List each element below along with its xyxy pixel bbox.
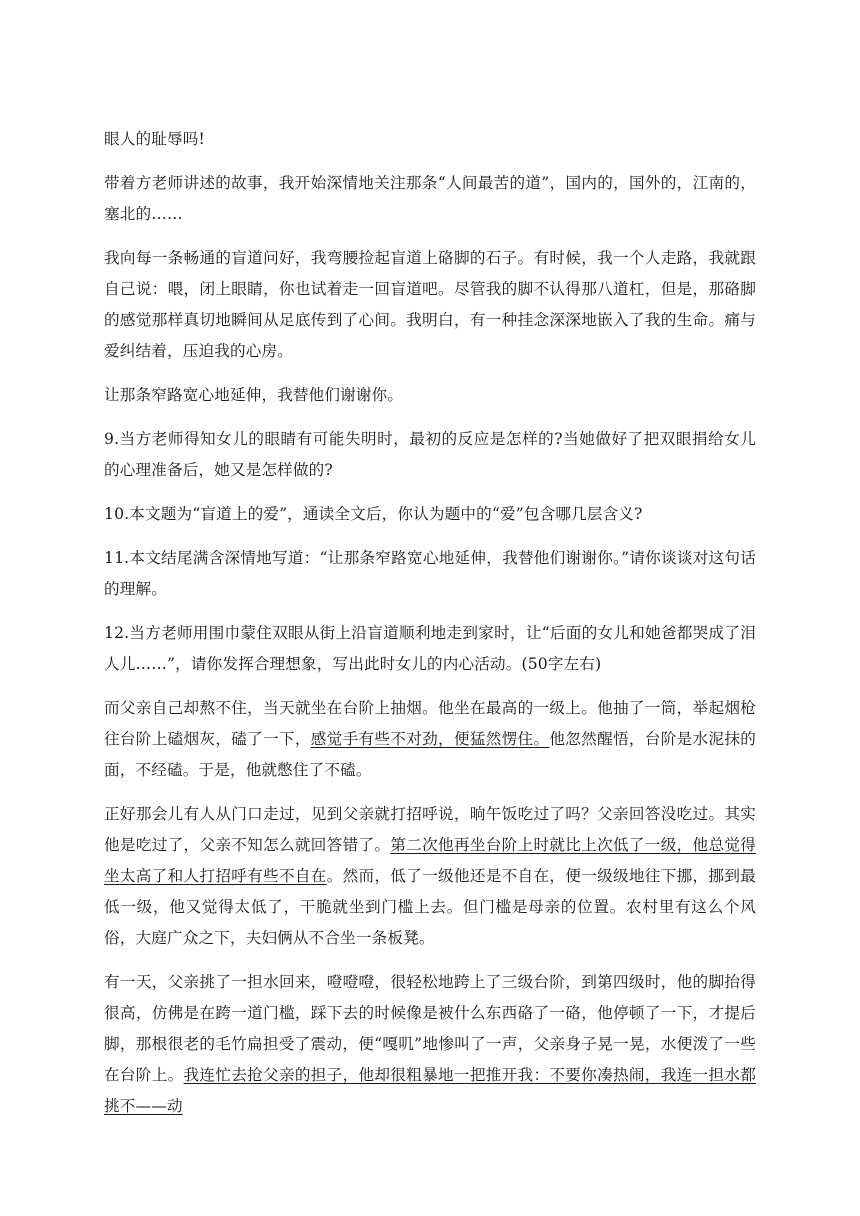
question-9 bbox=[104, 424, 756, 486]
text-segment: 眼人的耻辱吗! bbox=[104, 130, 205, 148]
text-segment: 。然而，低了一级他还是不自在，便一级级地往下挪，挪到最低一级，他又觉得太低了，干脆就坐到门槛上去。但门槛是母亲的位置。农村里有这么个风俗，大庭广众之下，夫妇俩从不合坐一条板凳。 bbox=[104, 867, 756, 947]
question-10 bbox=[104, 499, 756, 530]
paragraph bbox=[104, 380, 756, 411]
paragraph bbox=[104, 693, 756, 786]
text-segment: 10.本文题为“盲道上的爱”，通读全文后，你认为题中的“爱”包含哪几层含义? bbox=[104, 505, 643, 523]
text-segment: 有一天，父亲挑了一担水回来，噔噔噔，很轻松地跨上了三级台阶，到第四级时，他的脚抬得很高，仿佛是在跨一道门槛，踩下去的时候像是被什么东西硌了一硌，他停顿了一下，才提后脚，那根很老的毛竹扁担受了震动，便“嘎叽”地惨叫了一声，父亲身子晃一晃，水便泼了一些在台阶上。 bbox=[104, 973, 756, 1084]
text-segment: 我向每一条畅通的盲道问好，我弯腰捡起盲道上硌脚的石子。有时候，我一个人走路，我就跟自己说：喂，闭上眼睛，你也试着走一回盲道吧。尽管我的脚不认得那八道杠，但是，那硌脚的感觉那样真切地瞬间从足底传到了心间。我明白，有一种挂念深深地嵌入了我的生命。痛与爱纠结着，压迫我的心房。 bbox=[104, 249, 756, 360]
paragraph bbox=[104, 967, 756, 1122]
document-body bbox=[104, 124, 756, 1135]
question-12 bbox=[104, 618, 756, 680]
text-segment: 带着方老师讲述的故事，我开始深情地关注那条“人间最苦的道”，国内的，国外的，江南的，塞北的…… bbox=[104, 174, 756, 223]
underlined-text: 我连忙去抢父亲的担子，他却很粗暴地一把推开我：不要你凑热闹，我连一担水都挑不——动 bbox=[104, 1066, 756, 1115]
text-segment: 让那条窄路宽心地延伸，我替他们谢谢你。 bbox=[104, 386, 404, 404]
paragraph bbox=[104, 799, 756, 954]
underlined-text: 感觉手有些不对劲，便猛然愣住。 bbox=[310, 730, 550, 748]
text-segment: 9.当方老师得知女儿的眼睛有可能失明时，最初的反应是怎样的?当她做好了把双眼捐给女儿的心理准备后，她又是怎样做的? bbox=[104, 430, 756, 479]
underlined-text: 第二次他再坐台阶上时就比上次低了一级，他总觉得坐太高了和人打招呼有些不自在 bbox=[104, 836, 756, 885]
paragraph bbox=[104, 124, 756, 155]
text-segment: 12.当方老师用围巾蒙住双眼从街上沿盲道顺利地走到家时，让“后面的女儿和她爸都哭成了泪人儿……”，请你发挥合理想象，写出此时女儿的内心活动。(50字左右) bbox=[104, 624, 756, 673]
text-segment: 而父亲自己却熬不住，当天就坐在台阶上抽烟。他坐在最高的一级上。他抽了一筒，举起烟枪往台阶上磕烟灰，磕了一下， bbox=[104, 699, 756, 748]
paragraph bbox=[104, 243, 756, 367]
question-11 bbox=[104, 543, 756, 605]
text-segment: 他忽然醒悟，台阶是水泥抹的面，不经磕。于是，他就憋住了不磕。 bbox=[104, 730, 756, 779]
paragraph bbox=[104, 168, 756, 230]
text-segment: 正好那会儿有人从门口走过，见到父亲就打招呼说，晌午饭吃过了吗？父亲回答没吃过。其实他是吃过了，父亲不知怎么就回答错了。 bbox=[104, 805, 756, 854]
text-segment: 11.本文结尾满含深情地写道：“让那条窄路宽心地延伸，我替他们谢谢你。”请你谈谈对这句话的理解。 bbox=[104, 549, 756, 598]
